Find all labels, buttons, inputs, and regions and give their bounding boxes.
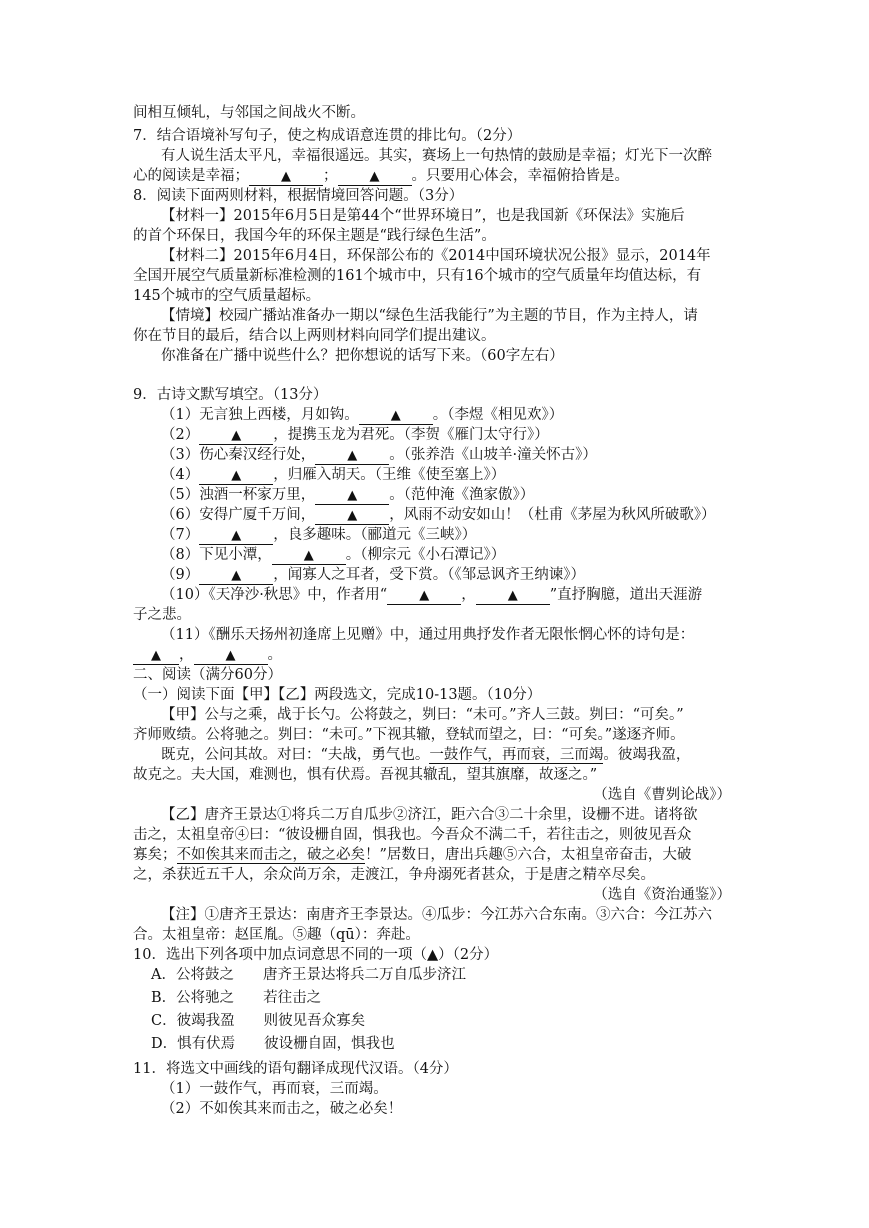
annotation-note: 合。太祖皇帝：赵匡胤。⑤趣（qū）：奔赴。 [133,927,420,943]
answer-blank[interactable] [476,587,550,605]
question-10-title: 10．选出下列各项中加点词意思不同的一项（▲）（2分） [133,947,499,963]
answer-blank[interactable] [199,527,273,545]
text: 寡矣； [133,847,177,863]
text-line: 有人说生活太平凡，幸福很遥远。其实，赛场上一句热情的鼓励是幸福；灯光下一次醉 [161,148,712,164]
poem-item-4 [161,465,505,485]
text-line [161,745,690,765]
text: （8）下见小潭， [161,547,272,563]
triangle-icon: ▲ [390,408,401,423]
triangle-icon: ▲ [369,169,380,184]
text-line: 145个城市的空气质量超标。 [133,288,321,304]
text-line [133,645,282,665]
text-line: 【乙】唐齐王景达①将兵二万自瓜步②济江，距六合③二十余里，设栅不进。诸将欲 [161,807,698,823]
option-d[interactable]: D．惧有伏焉 彼设栅自固，惧我也 [151,1036,395,1052]
text: ，风雨不动安如山！（杜甫《茅屋为秋风所破歌》） [389,507,716,523]
triangle-icon: ▲ [281,169,291,184]
text-line: 全国开展空气质量新标准检测的161个城市中，只有16个城市的空气质量年均值达标，有 [133,268,702,284]
underlined-sentence: 一鼓作气，再而衰，三而竭 [429,747,604,763]
poem-item-10 [161,585,702,605]
translate-item-2: （2）不如俟其来而击之，破之必矣！ [161,1101,403,1117]
text: 。（张养浩《山坡羊·潼关怀古》） [389,447,597,463]
answer-blank[interactable] [199,427,273,445]
poem-item-9 [161,565,585,585]
answer-blank[interactable] [315,447,389,465]
text: ； [323,168,338,184]
text-line: 之，杀获近五千人，余众尚万余，走渡江，争舟溺死者甚众，于是唐之精卒尽矣。 [133,867,655,883]
answer-blank[interactable] [199,567,273,585]
text: ，归雁入胡天。（王维《使至塞上》） [273,467,506,483]
text-line [133,166,629,186]
part-heading: （一）阅读下面【甲】【乙】两段选文，完成10-13题。（10分） [133,687,542,703]
text: （6）安得广厦千万间， [161,507,316,523]
text: 。彼竭我盈， [603,747,691,763]
answer-blank[interactable] [359,407,433,425]
poem-item-6 [161,505,715,525]
section-heading: 二、阅读（满分60分） [133,667,282,683]
question-9-title: 9．古诗文默写填空。（13分） [133,387,328,403]
text-line: 故克之。夫大国，难测也，惧有伏焉。吾视其辙乱，望其旗靡，故逐之。” [133,767,598,783]
poem-item-3 [161,445,597,465]
triangle-icon: ▲ [347,448,358,463]
option-c[interactable]: C．彼竭我盈 则彼见吾众寡矣 [151,1013,366,1029]
text-line [133,845,691,865]
answer-blank[interactable] [387,587,461,605]
text: （3）伤心秦汉经行处， [161,447,316,463]
text-line: 【情境】校园广播站准备办一期以“绿色生活我能行”为主题的节目，作为主持人，请 [161,308,698,324]
text-line: 子之悲。 [133,607,191,623]
underlined-sentence: 不如俟其来而击之，破之必矣 [176,847,365,863]
answer-blank[interactable] [272,547,346,565]
poem-item-8 [161,545,505,565]
triangle-icon: ▲ [419,588,430,603]
source-note: （选自《曹刿论战》） [593,787,731,803]
answer-blank[interactable] [315,507,389,525]
text: （1）无言独上西楼，月如钩。 [161,407,359,423]
answer-blank[interactable] [133,647,179,665]
text-line: 击之，太祖皇帝④曰：“彼设栅自固，惧我也。今吾众不满二千，若往击之，则彼见吾众 [133,827,692,843]
text: ，提携玉龙为君死。（李贺《雁门太守行》） [273,427,549,443]
triangle-icon: ▲ [225,648,236,663]
text: 。只要用心体会，幸福俯拾皆是。 [411,168,629,184]
poem-item-11: （11）《酬乐天扬州初逢席上见赠》中，通过用典抒发作者无限怅惘心怀的诗句是： [161,627,695,643]
option-b[interactable]: B．公将驰之 若往击之 [151,990,322,1006]
text: 心的阅读是幸福； [133,168,249,184]
triangle-icon: ▲ [231,468,242,483]
option-a[interactable]: A．公将鼓之 唐齐王景达将兵二万自瓜步济江 [151,967,466,983]
poem-item-2 [161,425,549,445]
triangle-icon: ▲ [347,488,358,503]
question-11-title: 11．将选文中画线的语句翻译成现代汉语。（4分） [133,1061,458,1077]
text: 。（柳宗元《小石潭记》） [345,547,506,563]
annotation-note: 【注】①唐齐王景达：南唐齐王李景达。④瓜步：今江苏六合东南。③六合：今江苏六 [161,907,712,923]
text: ， [179,647,194,663]
poem-item-5 [161,485,534,505]
question-7-title: 7．结合语境补写句子，使之构成语意连贯的排比句。（2分） [133,128,522,144]
text-line: 间相互倾轧，与邻国之间战火不断。 [133,105,365,121]
answer-blank[interactable] [338,168,412,186]
text-line: 齐师败绩。公将驰之。刿曰：“未可。”下视其辙，登轼而望之，曰：“可矣。”遂逐齐师。 [133,727,685,743]
text: ”直抒胸臆，道出天涯游 [549,587,703,603]
answer-blank[interactable] [315,487,389,505]
answer-blank[interactable] [194,647,268,665]
text: （9） [161,567,200,583]
text: （5）浊酒一杯家万里， [161,487,316,503]
text: 。 [267,647,282,663]
text-line: 【材料二】2015年6月4日，环保部公布的《2014中国环境状况公报》显示，2014年 [161,248,711,264]
text: ！”居数日，唐出兵趣⑤六合，太祖皇帝奋击，大破 [365,847,692,863]
text: （4） [161,467,200,483]
text: （2） [161,427,200,443]
poem-item-7 [161,525,476,545]
text-line: 你在节目的最后，结合以上两则材料向同学们提出建议。 [133,328,496,344]
text: 。（李煜《相见欢》） [432,407,564,423]
text: ，良多趣味。（郦道元《三峡》） [273,527,477,543]
text-line: 你准备在广播中说些什么？把你想说的话写下来。（60字左右） [161,348,564,364]
triangle-icon: ▲ [303,548,314,563]
text-line: 【材料一】2015年6月5日是第44个“世界环境日”，也是我国新《环保法》实施后 [161,208,685,224]
answer-blank[interactable] [249,168,323,186]
triangle-icon: ▲ [347,508,358,523]
triangle-icon: ▲ [507,588,518,603]
question-8-title: 8．阅读下面两则材料，根据情境回答问题。（3分） [133,188,464,204]
text: （10）《天净沙·秋思》中，作者用“ [161,587,388,603]
triangle-icon: ▲ [231,428,242,443]
answer-blank[interactable] [199,467,273,485]
text: 。（范仲淹《渔家傲》） [389,487,535,503]
source-note: （选自《资治通鉴》） [593,887,731,903]
translate-item-1: （1）一鼓作气，再而衰，三而竭。 [161,1081,388,1097]
text-line: 【甲】公与之乘，战于长勺。公将鼓之，刿曰：“未可。”齐人三鼓。刿曰：“可矣。” [161,707,684,723]
triangle-icon: ▲ [231,528,242,543]
poem-item-1 [161,405,563,425]
triangle-icon: ▲ [151,648,161,663]
text: ， [461,587,476,603]
text: （7） [161,527,200,543]
text: 既克，公问其故。对曰：“夫战，勇气也。 [161,747,430,763]
triangle-icon: ▲ [231,568,242,583]
text: ，闻寡人之耳者，受下赏。（《邹忌讽齐王纳谏》） [273,567,585,583]
text-line: 的首个环保日，我国今年的环保主题是“践行绿色生活”。 [133,228,496,244]
